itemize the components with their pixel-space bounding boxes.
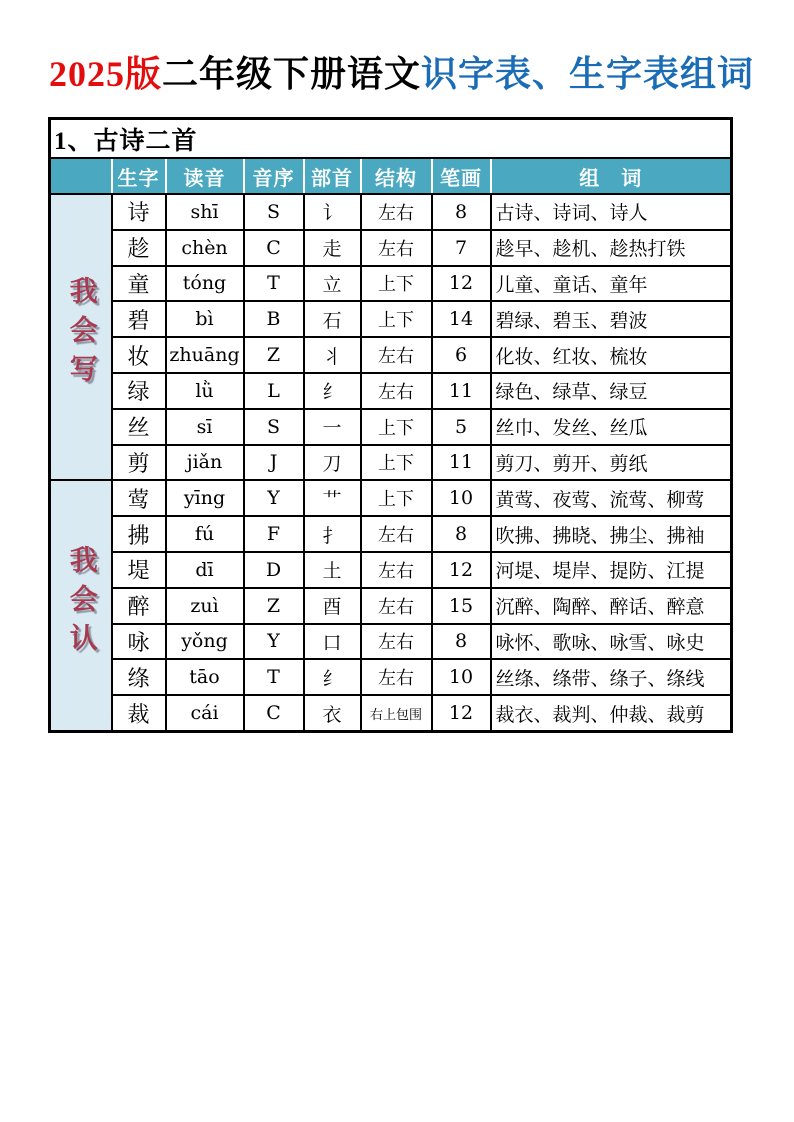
- table-row: [50, 659, 732, 695]
- column-header-char: 生字: [112, 158, 166, 194]
- initial-cell: D: [244, 552, 304, 588]
- pinyin-cell: jiǎn: [166, 445, 244, 481]
- pinyin-cell: zuì: [166, 588, 244, 624]
- pinyin-cell: tāo: [166, 659, 244, 695]
- structure-cell: 左右: [361, 373, 432, 409]
- corner-cell: [50, 158, 112, 194]
- column-header-structure: 结构: [361, 158, 432, 194]
- structure-cell: 左右: [361, 516, 432, 552]
- pinyin-cell: sī: [166, 409, 244, 445]
- pinyin-cell: cái: [166, 695, 244, 731]
- title-edition: 2025版: [49, 54, 163, 94]
- strokes-cell: 10: [432, 480, 491, 516]
- structure-cell: 上下: [361, 409, 432, 445]
- table-row: [50, 588, 732, 624]
- words-cell: 裁衣、裁判、仲裁、裁剪: [491, 695, 732, 731]
- char-cell: 绦: [112, 659, 166, 695]
- words-cell: 古诗、诗词、诗人: [491, 194, 732, 230]
- radical-cell: 酉: [304, 588, 361, 624]
- structure-cell: 上下: [361, 480, 432, 516]
- words-cell: 剪刀、剪开、剪纸: [491, 445, 732, 481]
- pinyin-cell: yīng: [166, 480, 244, 516]
- strokes-cell: 14: [432, 301, 491, 337]
- pinyin-cell: zhuāng: [166, 337, 244, 373]
- radical-cell: 纟: [304, 659, 361, 695]
- radical-cell: 刀: [304, 445, 361, 481]
- radical-cell: 走: [304, 230, 361, 266]
- group-label-text: 我会写: [65, 276, 97, 394]
- table-row: [50, 516, 732, 552]
- char-cell: 莺: [112, 480, 166, 516]
- section-title-row: [50, 119, 732, 159]
- initial-cell: S: [244, 194, 304, 230]
- radical-cell: 衣: [304, 695, 361, 731]
- table-row: [50, 337, 732, 373]
- radical-cell: 一: [304, 409, 361, 445]
- structure-cell: 右上包围: [361, 695, 432, 731]
- char-cell: 趁: [112, 230, 166, 266]
- char-cell: 童: [112, 266, 166, 302]
- pinyin-cell: yǒng: [166, 624, 244, 660]
- initial-cell: J: [244, 445, 304, 481]
- words-cell: 咏怀、歌咏、咏雪、咏史: [491, 624, 732, 660]
- words-cell: 吹拂、拂晓、拂尘、拂袖: [491, 516, 732, 552]
- strokes-cell: 5: [432, 409, 491, 445]
- radical-cell: 土: [304, 552, 361, 588]
- char-cell: 丝: [112, 409, 166, 445]
- initial-cell: T: [244, 659, 304, 695]
- words-cell: 丝巾、发丝、丝瓜: [491, 409, 732, 445]
- strokes-cell: 11: [432, 373, 491, 409]
- initial-cell: Z: [244, 588, 304, 624]
- group-label-i-can-read: [50, 480, 112, 731]
- title-table-name: 识字表、生字表组词: [421, 54, 755, 94]
- structure-cell: 上下: [361, 445, 432, 481]
- structure-cell: 左右: [361, 194, 432, 230]
- structure-cell: 左右: [361, 552, 432, 588]
- initial-cell: S: [244, 409, 304, 445]
- initial-cell: Y: [244, 624, 304, 660]
- structure-cell: 左右: [361, 337, 432, 373]
- strokes-cell: 7: [432, 230, 491, 266]
- character-table: [48, 117, 733, 733]
- char-cell: 碧: [112, 301, 166, 337]
- pinyin-cell: tóng: [166, 266, 244, 302]
- table-row: [50, 194, 732, 230]
- structure-cell: 左右: [361, 624, 432, 660]
- table-row: [50, 480, 732, 516]
- words-cell: 儿童、童话、童年: [491, 266, 732, 302]
- char-cell: 堤: [112, 552, 166, 588]
- table-row: [50, 301, 732, 337]
- section-title: 1、古诗二首: [50, 119, 732, 159]
- char-cell: 绿: [112, 373, 166, 409]
- structure-cell: 左右: [361, 588, 432, 624]
- group-label-i-can-write: [50, 194, 112, 480]
- group-label-text: 我会认: [65, 544, 97, 662]
- page-title: [49, 46, 754, 97]
- column-header-words: 组 词: [491, 158, 732, 194]
- column-header-row: [50, 158, 732, 194]
- strokes-cell: 15: [432, 588, 491, 624]
- words-cell: 丝绦、绦带、绦子、绦线: [491, 659, 732, 695]
- title-grade-subject: 二年级下册语文: [162, 54, 422, 94]
- table-body: [50, 194, 732, 731]
- char-cell: 裁: [112, 695, 166, 731]
- column-header-strokes: 笔画: [432, 158, 491, 194]
- initial-cell: L: [244, 373, 304, 409]
- radical-cell: 丬: [304, 337, 361, 373]
- structure-cell: 上下: [361, 301, 432, 337]
- words-cell: 黄莺、夜莺、流莺、柳莺: [491, 480, 732, 516]
- radical-cell: 讠: [304, 194, 361, 230]
- initial-cell: C: [244, 695, 304, 731]
- table-row: [50, 624, 732, 660]
- table-row: [50, 230, 732, 266]
- strokes-cell: 8: [432, 194, 491, 230]
- initial-cell: C: [244, 230, 304, 266]
- column-header-initial: 音序: [244, 158, 304, 194]
- radical-cell: 艹: [304, 480, 361, 516]
- pinyin-cell: dī: [166, 552, 244, 588]
- initial-cell: Y: [244, 480, 304, 516]
- structure-cell: 左右: [361, 230, 432, 266]
- strokes-cell: 8: [432, 516, 491, 552]
- char-cell: 拂: [112, 516, 166, 552]
- pinyin-cell: shī: [166, 194, 244, 230]
- char-cell: 咏: [112, 624, 166, 660]
- strokes-cell: 12: [432, 266, 491, 302]
- radical-cell: 石: [304, 301, 361, 337]
- column-header-pinyin: 读音: [166, 158, 244, 194]
- strokes-cell: 10: [432, 659, 491, 695]
- strokes-cell: 12: [432, 695, 491, 731]
- pinyin-cell: fú: [166, 516, 244, 552]
- char-cell: 剪: [112, 445, 166, 481]
- pinyin-cell: bì: [166, 301, 244, 337]
- words-cell: 趁早、趁机、趁热打铁: [491, 230, 732, 266]
- table-row: [50, 373, 732, 409]
- column-header-radical: 部首: [304, 158, 361, 194]
- table-row: [50, 552, 732, 588]
- strokes-cell: 11: [432, 445, 491, 481]
- table-row: [50, 695, 732, 731]
- initial-cell: T: [244, 266, 304, 302]
- strokes-cell: 12: [432, 552, 491, 588]
- initial-cell: B: [244, 301, 304, 337]
- table-row: [50, 409, 732, 445]
- initial-cell: F: [244, 516, 304, 552]
- table-row: [50, 266, 732, 302]
- table-row: [50, 445, 732, 481]
- pinyin-cell: lǜ: [166, 373, 244, 409]
- words-cell: 化妆、红妆、梳妆: [491, 337, 732, 373]
- words-cell: 绿色、绿草、绿豆: [491, 373, 732, 409]
- structure-cell: 上下: [361, 266, 432, 302]
- words-cell: 碧绿、碧玉、碧波: [491, 301, 732, 337]
- initial-cell: Z: [244, 337, 304, 373]
- radical-cell: 立: [304, 266, 361, 302]
- radical-cell: 扌: [304, 516, 361, 552]
- char-cell: 诗: [112, 194, 166, 230]
- char-cell: 醉: [112, 588, 166, 624]
- structure-cell: 左右: [361, 659, 432, 695]
- strokes-cell: 8: [432, 624, 491, 660]
- radical-cell: 口: [304, 624, 361, 660]
- words-cell: 沉醉、陶醉、醉话、醉意: [491, 588, 732, 624]
- char-cell: 妆: [112, 337, 166, 373]
- pinyin-cell: chèn: [166, 230, 244, 266]
- radical-cell: 纟: [304, 373, 361, 409]
- words-cell: 河堤、堤岸、提防、江提: [491, 552, 732, 588]
- strokes-cell: 6: [432, 337, 491, 373]
